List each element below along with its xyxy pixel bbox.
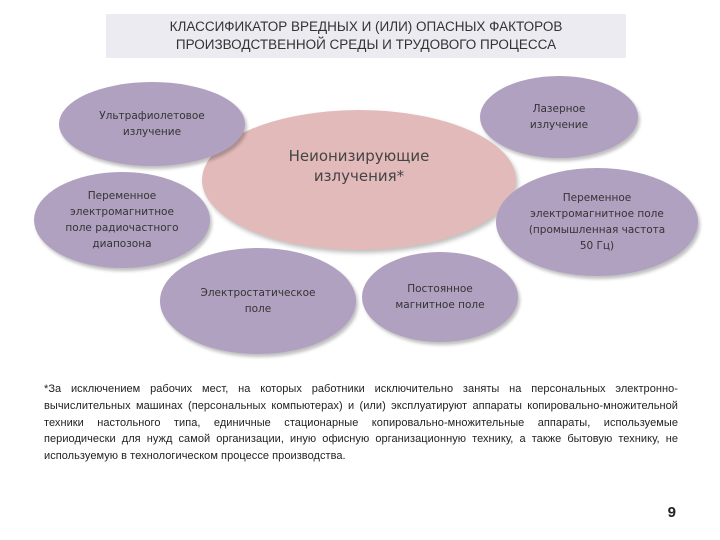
node-industrial-line-1: Переменное — [562, 192, 632, 204]
node-industrial-frequency-field — [496, 168, 698, 276]
node-laser-line-1: Лазерное — [532, 103, 586, 115]
footnote: *За исключением рабочих мест, на которых работники исключительно заняты на персональных электронно-вычислительных машинах (персональных компьютерах) и (или) эксплуатируют аппараты копировально-множительной техники настольного типа, единичные стационарные копировально-множительные аппараты, используемые периодически для нужд самой организации, иную офисную организационную технику, а также бытовую технику, не используемую в технологическом процессе производства. — [44, 383, 678, 463]
node-permanent-magnetic-field — [362, 252, 518, 342]
node-uv-line-2: излучение — [122, 126, 182, 138]
node-rf-line-4: диапозона — [92, 238, 152, 250]
node-industrial-line-4: 50 Гц) — [579, 240, 615, 252]
node-electrostatic-field — [160, 248, 356, 354]
title-box — [106, 14, 626, 58]
node-uv-radiation — [59, 82, 245, 166]
node-rf-line-2: электромагнитное — [70, 206, 174, 218]
node-uv-line-1: Ультрафиолетовое — [99, 110, 205, 122]
title-line-2: ПРОИЗВОДСТВЕННОЙ СРЕДЫ И ТРУДОВОГО ПРОЦЕССА — [175, 37, 557, 52]
node-industrial-line-2: электромагнитное поле — [530, 208, 664, 220]
node-laser-radiation — [480, 76, 638, 158]
node-electrostatic-line-2: поле — [244, 303, 272, 315]
node-electrostatic-line-1: Электростатическое — [200, 287, 316, 299]
node-rf-line-3: поле радиочастного — [65, 222, 179, 234]
node-laser-line-2: излучение — [529, 119, 589, 131]
node-rf-line-1: Переменное — [87, 190, 157, 202]
node-industrial-line-3: (промышленная частота — [528, 224, 666, 236]
node-rf-field — [34, 172, 210, 268]
page-number: 9 — [667, 504, 676, 521]
center-line-2: излучения* — [313, 167, 405, 185]
center-node-nonionizing — [202, 110, 516, 250]
center-line-1: Неионизирующие — [288, 147, 430, 165]
title-line-1: КЛАССИФИКАТОР ВРЕДНЫХ И (ИЛИ) ОПАСНЫХ ФАКТОРОВ — [169, 19, 563, 34]
node-magnetic-line-1: Постоянное — [407, 283, 473, 295]
node-magnetic-line-2: магнитное поле — [395, 299, 485, 311]
